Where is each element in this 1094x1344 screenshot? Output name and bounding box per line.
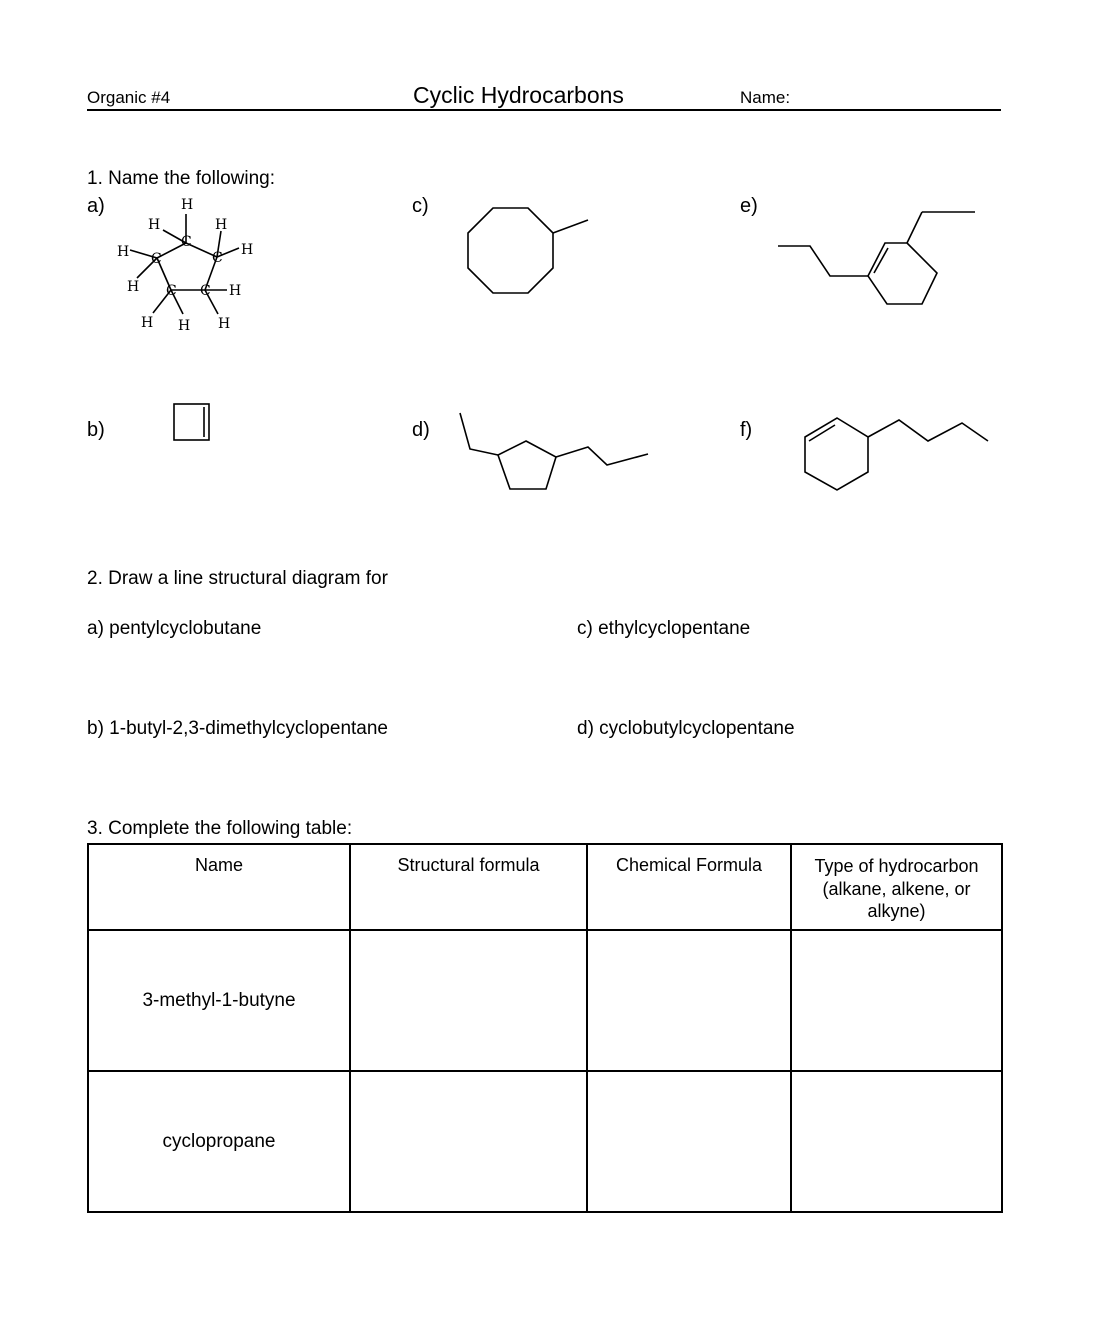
q2-item-a: a) pentylcyclobutane [87,618,262,639]
cell-hydrocarbon-type[interactable] [791,1071,1002,1212]
table-row [88,1071,1002,1212]
name-label: Name: [740,88,791,107]
q1-label-a: a) [87,195,105,217]
structure-c-methylcyclooctane [460,200,600,300]
structure-e-substituted-cyclohexene [770,200,990,315]
structure-f-butylcyclohexene [795,410,995,500]
header-rule [87,109,1001,111]
col-header-hydrocarbon-type: Type of hydrocarbon (alkane, alkene, or alkyne) [791,844,1002,930]
question-2-prompt: 2. Draw a line structural diagram for [87,568,388,589]
q1-label-c: c) [412,195,429,217]
q2-item-c: c) ethylcyclopentane [577,618,751,639]
question-1-prompt: 1. Name the following: [87,168,275,189]
cell-structural-formula[interactable] [350,930,587,1071]
question-3-prompt: 3. Complete the following table: [87,818,353,839]
q1-label-f: f) [740,419,753,441]
atom-h-7: H [229,283,242,299]
cell-structural-formula[interactable] [350,1071,587,1212]
q1-label-e: e) [740,195,758,217]
q2-item-d: d) cyclobutylcyclopentane [577,718,795,739]
col-header-name: Name [88,844,350,930]
course-label: Organic #4 [87,88,171,107]
col-header-structural-formula: Structural formula [350,844,587,930]
atom-h-2: H [148,217,161,233]
cell-name: cyclopropane [88,1071,350,1212]
hydrocarbon-table [87,843,1003,1213]
atom-c-2: C [212,250,223,266]
atom-c-1: C [181,234,192,250]
cell-name: 3-methyl-1-butyne [88,930,350,1071]
atom-h-5: H [117,244,130,260]
atom-c-3: C [151,251,162,267]
table-row [88,930,1002,1071]
cell-chemical-formula[interactable] [587,930,791,1071]
structure-d-substituted-cyclopentane [450,405,660,495]
atom-h-6: H [127,279,140,295]
table-header-row [88,844,1002,930]
q1-label-d: d) [412,419,430,441]
structure-b-cyclobutane [170,400,214,444]
atom-h-1: H [181,197,194,213]
atom-h-10: H [218,316,231,332]
col-header-chemical-formula: Chemical Formula [587,844,791,930]
atom-h-4: H [241,242,254,258]
page-title: Cyclic Hydrocarbons [413,82,624,108]
q2-item-b: b) 1-butyl-2,3-dimethylcyclopentane [87,718,388,739]
structure-a-cyclopentane [105,190,265,340]
q1-label-b: b) [87,419,105,441]
cell-chemical-formula[interactable] [587,1071,791,1212]
atom-h-9: H [178,318,191,334]
atom-c-5: C [200,283,211,299]
atom-h-3: H [215,217,228,233]
atom-h-8: H [141,315,154,331]
atom-c-4: C [166,283,177,299]
cell-hydrocarbon-type[interactable] [791,930,1002,1071]
